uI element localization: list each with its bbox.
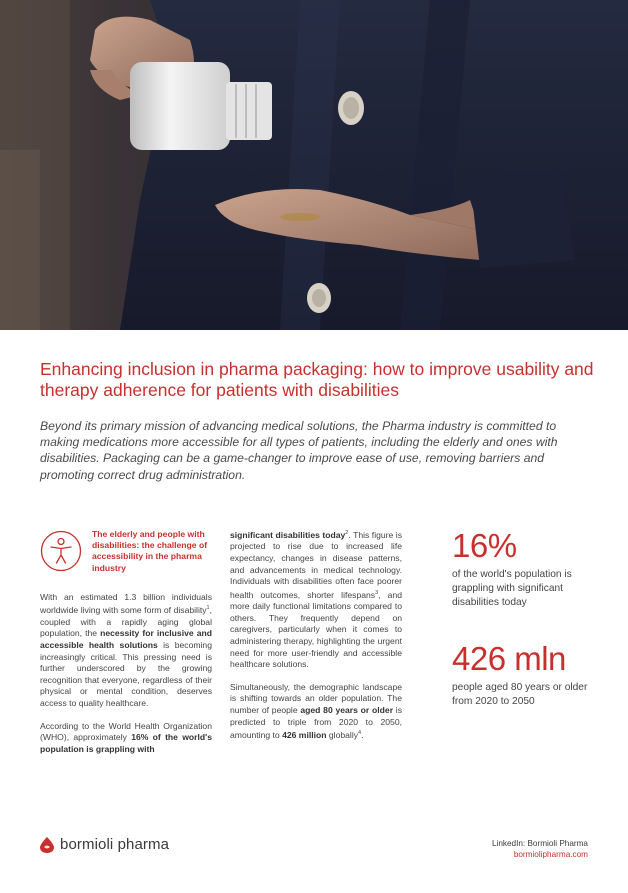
brand-logo xyxy=(40,836,169,853)
bold-text: necessity for inclusive and accessible health solutions xyxy=(40,628,212,651)
website-link[interactable]: bormiolipharma.com xyxy=(513,850,588,859)
stat-value: 16% xyxy=(452,527,517,564)
text-segment: . xyxy=(361,730,364,741)
hand-pouring-pills-photo xyxy=(0,0,628,330)
text-segment: is becoming increasingly critical. This pressing need is further underscored by the growing recognition that everyone, regardless of their physical or mental condition, deserves access to quality healthcare. xyxy=(40,640,212,709)
linkedin-link[interactable]: LinkedIn: Bormioli Pharma xyxy=(491,839,588,848)
footer-links xyxy=(492,838,588,860)
footnote-ref: 4 xyxy=(358,730,362,737)
col2-paragraph-1 xyxy=(230,528,402,671)
accessibility-person-icon xyxy=(40,530,82,572)
footnote-ref: 1 xyxy=(206,605,210,612)
stat-elderly xyxy=(452,641,602,709)
bormioli-drop-logo-icon xyxy=(40,837,54,853)
bold-text: aged 80 years or older xyxy=(300,705,394,716)
logo-text: bormioli pharma xyxy=(60,836,170,853)
text-segment: is predicted to triple from 2020 to 2050, amounting to xyxy=(230,705,403,741)
col2-paragraph-2 xyxy=(230,682,402,742)
accessibility-heading: The elderly and people with disabilities: the challenge of accessibility in the pharma industry xyxy=(92,529,208,573)
column-middle xyxy=(230,528,402,753)
bold-text: 426 million xyxy=(282,730,327,741)
text-segment: Simultaneously, the demographic landscape is shifting towards an older population. The number of people xyxy=(230,681,402,716)
article-lead: Beyond its primary mission of advancing medical solutions, the Pharma industry is committed to making medications more accessible for all types of patients, including the elderly and ones with disabilities. Packaging can be a game-changer to improve ease of use, removing barriers and promoting correct drug administration. xyxy=(40,419,558,482)
column-left xyxy=(40,528,212,766)
footnote-ref: 3 xyxy=(375,589,379,596)
stats-column xyxy=(452,528,602,709)
text-segment: globally xyxy=(326,730,359,741)
hero-photo xyxy=(0,0,628,330)
text-segment: According to the World Health Organization (WHO), approximately xyxy=(40,720,212,743)
col1-paragraph-2 xyxy=(40,721,212,756)
bold-text: 16% of the world's population is grappling with xyxy=(40,732,212,754)
stat-description: people aged 80 years or older from 2020 to 2050 xyxy=(452,682,588,708)
footnote-ref: 2 xyxy=(345,530,349,536)
text-segment: , and more daily functional limitations compared to others. They frequently depend on caregivers, particularly when it comes to administering therapy, highlighting the urgent need for more user-friendly and accessible healthcare solutions. xyxy=(230,589,403,670)
col1-paragraph-1 xyxy=(40,592,212,710)
stat-description: of the world's population is grappling with significant disabilities today xyxy=(452,569,572,608)
text-segment: , coupled with a rapidly aging global population, the xyxy=(40,605,212,639)
article-title: Enhancing inclusion in pharma packaging: how to improve usability and therapy adherence for patients with disabilities xyxy=(40,359,594,400)
stat-value: 426 mln xyxy=(452,640,566,678)
text-segment: With an estimated 1.3 billion individuals worldwide living with some form of disability xyxy=(40,591,212,616)
stat-disability xyxy=(452,528,602,609)
bold-text: significant disabilities today xyxy=(230,529,346,540)
accessibility-heading-block xyxy=(40,528,212,574)
text-segment: . This figure is projected to rise due to increased life expectancy, changes in disease patterns, and advancements in medical technology. Individuals with disabilities often face poorer health outcomes, shorter lifespans xyxy=(230,529,402,600)
